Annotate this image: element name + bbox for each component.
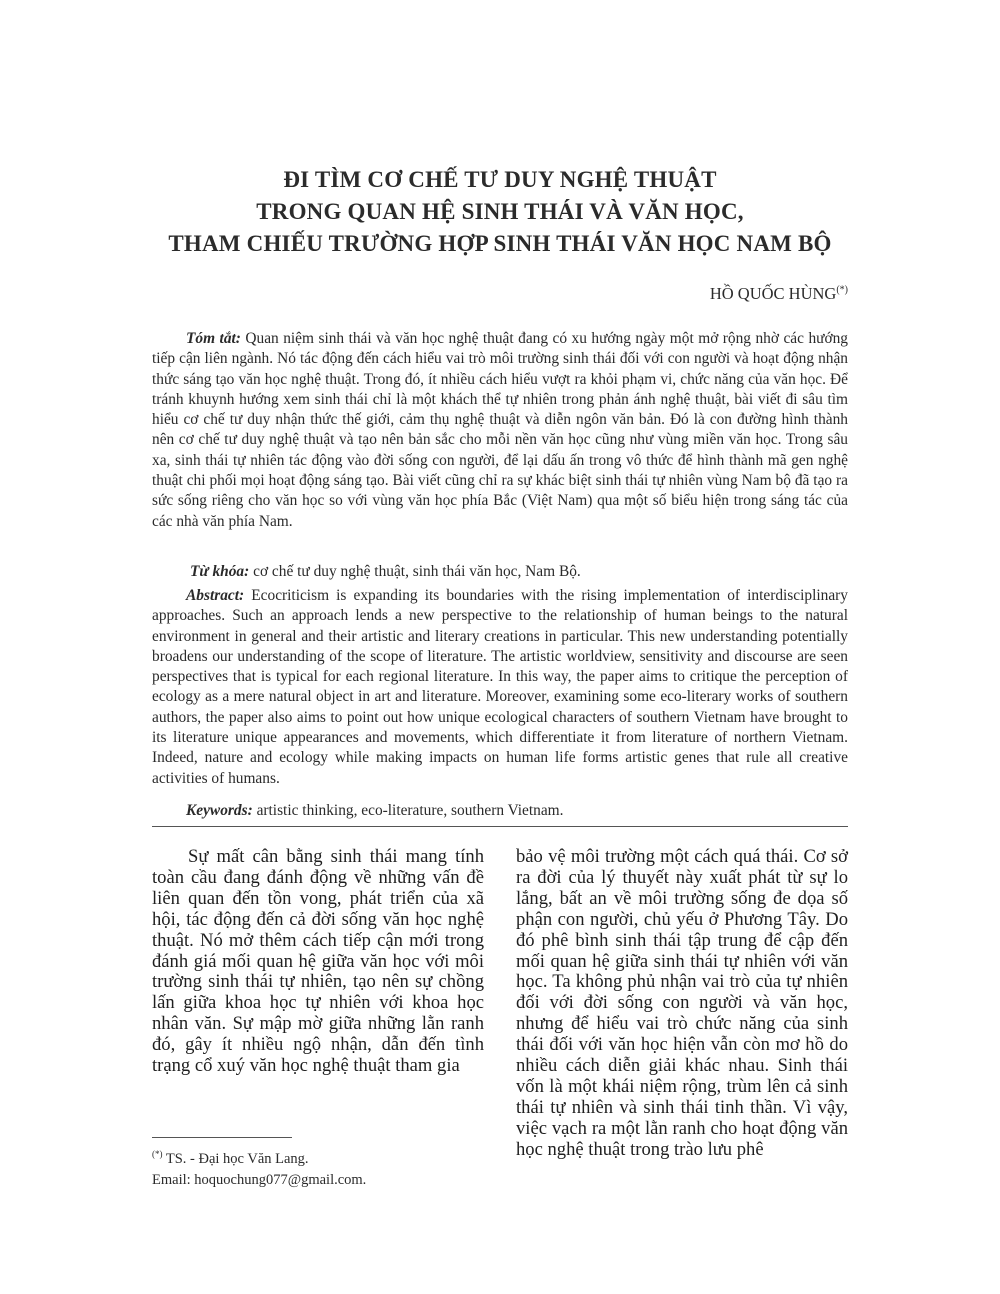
footnote	[152, 1144, 482, 1191]
footnote-affiliation: TS. - Đại học Văn Lang.	[165, 1150, 309, 1167]
title-line-3: THAM CHIẾU TRƯỜNG HỢP SINH THÁI VĂN HỌC NAM BỘ	[168, 231, 832, 256]
author	[710, 284, 848, 304]
english-abstract	[152, 586, 848, 789]
body-column-right: bảo vệ môi trường một cách quá thái. Cơ sở ra đời của lý thuyết này xuất phát từ sự lo lắng, bất an về môi trường sống đe dọa số phận con người, chủ yếu ở Phương Tây. Do đó phê bình sinh thái tập trung để cập đến mối quan hệ giữa sinh thái tự nhiên với văn học. Ta không phủ nhận vai trò của tự nhiên đối với đời sống con người và văn học, nhưng để hiểu vai trò chức năng của sinh thái đối với văn học hiện vẫn còn mơ hồ do nhiều cách diễn giải khác nhau. Sinh thái vốn là một khái niệm rộng, trùm lên cả sinh thái tự nhiên và sinh thái tinh thần. Vì vậy, việc vạch ra một lằn ranh cho hoạt động văn học nghệ thuật trong trào lưu phê	[516, 846, 848, 1160]
vi-keywords-text: cơ chế tư duy nghệ thuật, sinh thái văn học, Nam Bộ.	[253, 563, 581, 580]
en-keywords-text: artistic thinking, eco-literature, southern Vietnam.	[256, 802, 564, 819]
article-title	[0, 164, 1000, 260]
author-name: HỒ QUỐC HÙNG	[709, 284, 837, 303]
en-abstract-text: Ecocriticism is expanding its boundaries with the rising implementation of interdisciplinary approaches. Such an approach lends a new perspective to the relationship of human beings to the natural environment in general and their artistic and literary creations in particular. This new understanding potentially broadens our understanding of the scope of literature. The artistic worldview, sensitivity and discourse are seen perspectives that is typical for each regional literature. In this way, the paper aims to critique the perception of ecology as a mere natural object in art and literature. Moreover, examining some eco-literary works of southern authors, the paper also aims to point out how unique ecological characters of southern Vietnam have brought to its literature unique appearances and movements, which differentiate it from literature of northern Vietnam. Indeed, nature and ecology while making impacts on human life forms artistic genes that rule all creative activities of humans.	[152, 587, 848, 787]
author-footnote-mark: (*)	[836, 284, 848, 296]
section-divider	[152, 826, 848, 827]
footnote-divider	[152, 1137, 292, 1138]
footnote-affiliation-line	[152, 1144, 482, 1170]
title-line-1: ĐI TÌM CƠ CHẾ TƯ DUY NGHỆ THUẬT	[283, 167, 717, 192]
vi-abstract-label: Tóm tắt:	[186, 330, 241, 347]
vi-abstract-text: Quan niệm sinh thái và văn học nghệ thuật đang có xu hướng ngày một mở rộng nhờ các hướng tiếp cận liên ngành. Nó tác động đến cách hiểu vai trò môi trường sinh thái đối với con người và hoạt động nhận thức sáng tạo văn học nghệ thuật. Trong đó, ít nhiều cách hiểu vượt ra khỏi phạm vi, chức năng của văn học. Để tránh khuynh hướng xem sinh thái chỉ là một khách thể tự nhiên trong phản ánh nghệ thuật, bài viết đi sâu tìm hiểu cơ chế tư duy nhận thức thế giới, cảm thụ nghệ thuật và diễn ngôn văn bản. Đó là con đường hình thành nên cơ chế tư duy nghệ thuật và tạo nên bản sắc cho mỗi nền văn học cũng như vùng miền văn học. Trong sâu xa, sinh thái tự nhiên tác động vào đời sống con người, để lại dấu ấn trong vô thức để hình thành mã gen nghệ thuật chi phối mọi hoạt động sáng tạo. Bài viết cũng chỉ ra sự khác biệt sinh thái tự nhiên vùng Nam bộ đã tạo ra sức sống riêng cho văn học so với vùng văn học phía Bắc (Việt Nam) qua một số biểu hiện trong sáng tác của các nhà văn phía Nam.	[152, 330, 849, 530]
en-abstract-label: Abstract:	[186, 587, 245, 604]
vi-keywords-label: Từ khóa:	[190, 563, 250, 580]
footnote-mark: (*)	[152, 1149, 163, 1159]
vietnamese-abstract	[152, 329, 848, 532]
footnote-email: Email: hoquochung077@gmail.com.	[152, 1171, 367, 1188]
english-keywords	[152, 801, 848, 821]
title-line-2: TRONG QUAN HỆ SINH THÁI VÀ VĂN HỌC,	[256, 199, 744, 224]
vietnamese-keywords	[152, 562, 848, 582]
en-keywords-label: Keywords:	[186, 802, 253, 819]
body-column-left: Sự mất cân bằng sinh thái mang tính toàn cầu đang đánh động về những vấn đề liên quan đến tồn vong, phát triển của xã hội, tác động đến cả đời sống văn học nghệ thuật. Nó mở thêm cách tiếp cận mới trong đánh giá mối quan hệ giữa văn học với môi trường sinh thái tự nhiên, tạo nên sự chồng lấn giữa khoa học tự nhiên với khoa học nhân văn. Sự mập mờ giữa những lằn ranh đó, gây ít nhiều ngộ nhận, dẫn đến tình trạng cổ xuý văn học nghệ thuật tham gia	[152, 846, 484, 1077]
